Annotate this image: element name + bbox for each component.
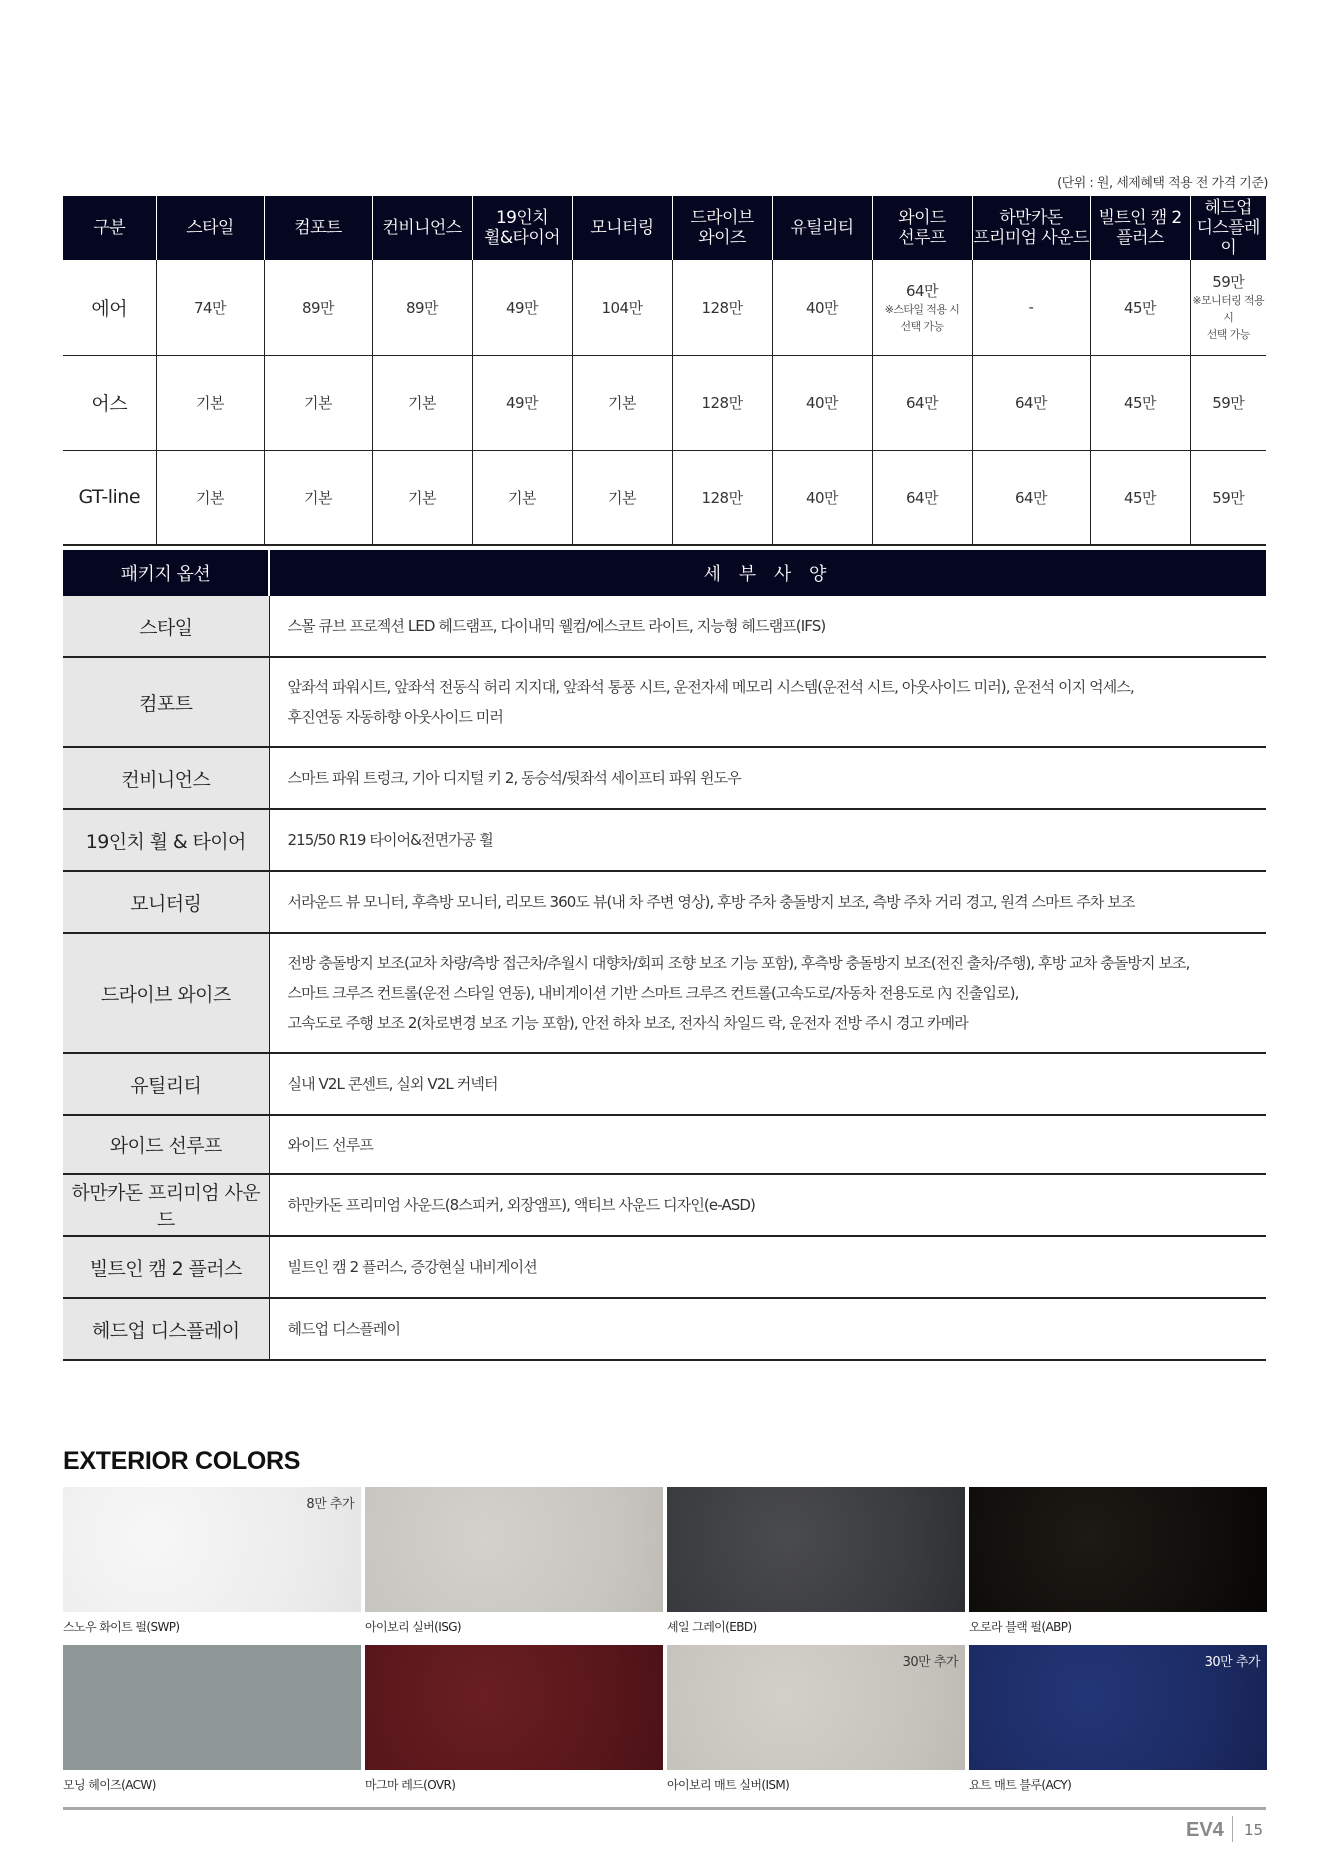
package-detail-line: 스마트 파워 트렁크, 기아 디지털 키 2, 동승석/뒷좌석 세이프티 파워 윈도우 <box>287 769 741 787</box>
price-value: 128만 <box>701 488 743 507</box>
price-value: 40만 <box>805 298 839 317</box>
price-cell <box>264 450 372 545</box>
color-name: 모닝 헤이즈(ACW) <box>63 1778 156 1792</box>
price-value: 45만 <box>1123 298 1157 317</box>
page-number: 15 <box>1244 1821 1264 1839</box>
color-item <box>365 1645 663 1803</box>
color-extra-price: 30만 추가 <box>1204 1655 1260 1670</box>
price-cell <box>572 260 672 355</box>
price-cell <box>672 260 772 355</box>
color-item <box>969 1645 1267 1803</box>
price-cell <box>472 450 572 545</box>
price-value: 59만 <box>1212 394 1245 412</box>
package-row <box>63 1298 1266 1360</box>
price-value: 128만 <box>701 298 743 317</box>
price-value: 59만 <box>1212 273 1245 292</box>
price-note: ※모니터링 적용 시 선택 가능 <box>1192 294 1265 342</box>
price-cell <box>972 260 1090 355</box>
price-cell <box>972 450 1090 545</box>
price-header-cell: 유틸리티 <box>772 196 872 260</box>
price-cell <box>772 260 872 355</box>
price-header-cell: 스타일 <box>156 196 264 260</box>
color-swatch <box>63 1487 361 1612</box>
trim-name: 에어 <box>63 260 156 355</box>
color-swatch <box>667 1645 965 1770</box>
package-detail-line: 앞좌석 파워시트, 앞좌석 전동식 허리 지지대, 앞좌석 통풍 시트, 운전자세 메모리 시스템(운전석 시트, 아웃사이드 미러), 운전석 이지 억세스, <box>287 678 1134 696</box>
package-row <box>63 657 1266 747</box>
package-name: 컨비니언스 <box>63 747 269 809</box>
price-value: 49만 <box>505 394 539 412</box>
package-header-right: 세 부 사 양 <box>269 550 1266 596</box>
exterior-colors-grid <box>63 1487 1266 1803</box>
color-swatch <box>365 1487 663 1612</box>
unit-note: (단위 : 원, 세제혜택 적용 전 가격 기준) <box>1057 176 1268 191</box>
price-cell <box>1090 260 1190 355</box>
footer-brand: EV4 <box>1186 1819 1224 1841</box>
package-detail-line: 스몰 큐브 프로젝션 LED 헤드램프, 다이내믹 웰컴/에스코트 라이트, 지능형 헤드램프(IFS) <box>287 617 826 635</box>
package-row <box>63 933 1266 1053</box>
package-row <box>63 809 1266 871</box>
price-value: 40만 <box>805 394 839 412</box>
color-item <box>969 1487 1267 1645</box>
color-name: 셰일 그레이(EBD) <box>667 1620 757 1634</box>
price-header-cell: 모니터링 <box>572 196 672 260</box>
color-swatch <box>969 1487 1267 1612</box>
price-value: 59만 <box>1212 488 1245 507</box>
package-detail-line: 215/50 R19 타이어&전면가공 휠 <box>287 831 493 849</box>
price-value: 기본 <box>608 394 636 412</box>
price-cell <box>156 260 264 355</box>
package-detail-line: 서라운드 뷰 모니터, 후측방 모니터, 리모트 360도 뷰(내 차 주변 영상), 후방 주차 충돌방지 보조, 측방 주차 거리 경고, 원격 스마트 주차 보조 <box>287 893 1135 911</box>
package-header-left: 패키지 옵션 <box>63 550 269 596</box>
package-detail-line: 하만카돈 프리미엄 사운드(8스피커, 외장앰프), 액티브 사운드 디자인(e-ASD) <box>287 1196 755 1214</box>
color-name: 마그마 레드(OVR) <box>365 1778 456 1792</box>
package-detail <box>269 933 1266 1053</box>
price-value: 45만 <box>1123 488 1157 507</box>
package-name: 스타일 <box>63 596 269 657</box>
package-detail <box>269 1115 1266 1174</box>
price-value: - <box>1028 298 1034 317</box>
package-detail <box>269 596 1266 657</box>
package-detail <box>269 657 1266 747</box>
price-cell <box>772 450 872 545</box>
price-cell <box>572 355 672 450</box>
price-cell <box>1190 450 1266 545</box>
price-header-cell: 컨비니언스 <box>372 196 472 260</box>
color-name: 아이보리 실버(ISG) <box>365 1620 461 1634</box>
package-row <box>63 1053 1266 1115</box>
price-value: 64만 <box>905 488 939 507</box>
price-cell <box>156 355 264 450</box>
package-row <box>63 1115 1266 1174</box>
package-detail-line: 실내 V2L 콘센트, 실외 V2L 커넥터 <box>287 1075 498 1093</box>
price-cell <box>872 450 972 545</box>
color-swatch <box>63 1645 361 1770</box>
price-cell <box>672 450 772 545</box>
package-detail <box>269 1236 1266 1298</box>
price-value: 45만 <box>1123 394 1157 412</box>
color-extra-price: 30만 추가 <box>902 1655 958 1670</box>
price-header-cell: 컴포트 <box>264 196 372 260</box>
price-header-cell: 드라이브 와이즈 <box>672 196 772 260</box>
package-name: 빌트인 캠 2 플러스 <box>63 1236 269 1298</box>
price-value: 기본 <box>304 394 332 412</box>
color-extra-price: 8만 추가 <box>306 1497 354 1512</box>
package-detail <box>269 747 1266 809</box>
price-value: 49만 <box>505 298 539 317</box>
price-header-cell: 헤드업 디스플레이 <box>1190 196 1266 260</box>
price-cell <box>1190 355 1266 450</box>
price-row <box>63 450 1266 545</box>
price-row <box>63 355 1266 450</box>
price-value: 89만 <box>301 298 335 317</box>
price-value: 128만 <box>701 394 743 412</box>
price-value: 104만 <box>601 298 643 317</box>
color-swatch <box>969 1645 1267 1770</box>
price-cell <box>572 450 672 545</box>
price-cell <box>472 355 572 450</box>
package-detail-line: 빌트인 캠 2 플러스, 증강현실 내비게이션 <box>287 1258 537 1276</box>
package-row <box>63 747 1266 809</box>
price-table-header <box>63 196 1266 260</box>
package-table-header <box>63 550 1266 596</box>
price-value: 기본 <box>196 394 224 412</box>
price-header-cell: 와이드 선루프 <box>872 196 972 260</box>
price-cell <box>472 260 572 355</box>
package-row <box>63 1236 1266 1298</box>
price-cell <box>1090 355 1190 450</box>
package-name: 19인치 휠 & 타이어 <box>63 809 269 871</box>
color-item <box>63 1645 361 1803</box>
package-detail-line: 후진연동 자동하향 아웃사이드 미러 <box>287 708 503 726</box>
package-row <box>63 871 1266 933</box>
price-value: 64만 <box>1014 394 1048 412</box>
package-name: 헤드업 디스플레이 <box>63 1298 269 1360</box>
package-name: 유틸리티 <box>63 1053 269 1115</box>
price-table <box>63 196 1266 546</box>
package-detail <box>269 1053 1266 1115</box>
package-detail <box>269 809 1266 871</box>
price-value: 64만 <box>1014 488 1048 507</box>
color-item <box>63 1487 361 1645</box>
color-item <box>365 1487 663 1645</box>
color-name: 스노우 화이트 펄(SWP) <box>63 1620 180 1634</box>
price-value: 기본 <box>196 488 224 507</box>
price-cell <box>264 355 372 450</box>
color-item <box>667 1645 965 1803</box>
package-detail <box>269 871 1266 933</box>
price-header-cell: 구분 <box>63 196 156 260</box>
package-detail-line: 고속도로 주행 보조 2(차로변경 보조 기능 포함), 안전 하차 보조, 전자식 차일드 락, 운전자 전방 주시 경고 카메라 <box>287 1014 968 1032</box>
price-value: 64만 <box>905 394 939 412</box>
exterior-colors-title: EXTERIOR COLORS <box>63 1447 301 1475</box>
price-cell <box>972 355 1090 450</box>
price-value: 기본 <box>408 394 436 412</box>
price-cell <box>772 355 872 450</box>
package-detail <box>269 1174 1266 1236</box>
price-value: 기본 <box>408 488 436 507</box>
price-row <box>63 260 1266 355</box>
color-swatch <box>365 1645 663 1770</box>
footer-divider <box>63 1807 1266 1810</box>
price-cell <box>672 355 772 450</box>
color-name: 오로라 블랙 펄(ABP) <box>969 1620 1072 1634</box>
footer-separator <box>1232 1816 1233 1842</box>
package-name: 하만카돈 프리미엄 사운드 <box>63 1174 269 1236</box>
price-value: 기본 <box>608 488 636 507</box>
package-name: 모니터링 <box>63 871 269 933</box>
package-name: 와이드 선루프 <box>63 1115 269 1174</box>
price-cell <box>264 260 372 355</box>
price-cell <box>156 450 264 545</box>
package-row <box>63 596 1266 657</box>
price-value: 기본 <box>304 488 332 507</box>
trim-name: 어스 <box>63 355 156 450</box>
price-note: ※스타일 적용 시 선택 가능 <box>884 302 960 333</box>
price-cell <box>372 260 472 355</box>
color-item <box>667 1487 965 1645</box>
package-detail-line: 헤드업 디스플레이 <box>287 1320 401 1338</box>
trim-name: GT-line <box>63 450 156 545</box>
price-header-cell: 19인치 휠&타이어 <box>472 196 572 260</box>
price-cell <box>1190 260 1266 355</box>
color-swatch <box>667 1487 965 1612</box>
package-detail-line: 전방 충돌방지 보조(교차 차량/측방 접근차/추월시 대향차/회피 조향 보조 기능 포함), 후측방 충돌방지 보조(전진 출차/주행), 후방 교차 충돌방지 보조, <box>287 954 1190 972</box>
color-name: 요트 매트 블루(ACY) <box>969 1778 1072 1792</box>
price-cell <box>872 260 972 355</box>
price-cell <box>1090 450 1190 545</box>
price-value: 74만 <box>193 298 227 317</box>
price-value: 40만 <box>805 488 839 507</box>
package-row <box>63 1174 1266 1236</box>
package-name: 컴포트 <box>63 657 269 747</box>
package-detail-line: 와이드 선루프 <box>287 1135 373 1154</box>
package-detail <box>269 1298 1266 1360</box>
price-header-cell: 빌트인 캠 2 플러스 <box>1090 196 1190 260</box>
package-name: 드라이브 와이즈 <box>63 933 269 1053</box>
price-value: 64만 <box>905 281 939 300</box>
price-cell <box>372 355 472 450</box>
price-header-cell: 하만카돈 프리미엄 사운드 <box>972 196 1090 260</box>
price-cell <box>372 450 472 545</box>
price-cell <box>872 355 972 450</box>
package-detail-line: 스마트 크루즈 컨트롤(운전 스타일 연동), 내비게이션 기반 스마트 크루즈 컨트롤(고속도로/자동차 전용도로 內 진출입로), <box>287 984 1019 1002</box>
package-table <box>63 550 1266 1361</box>
price-value: 기본 <box>508 488 536 507</box>
price-value: 89만 <box>405 298 439 317</box>
color-name: 아이보리 매트 실버(ISM) <box>667 1778 790 1792</box>
